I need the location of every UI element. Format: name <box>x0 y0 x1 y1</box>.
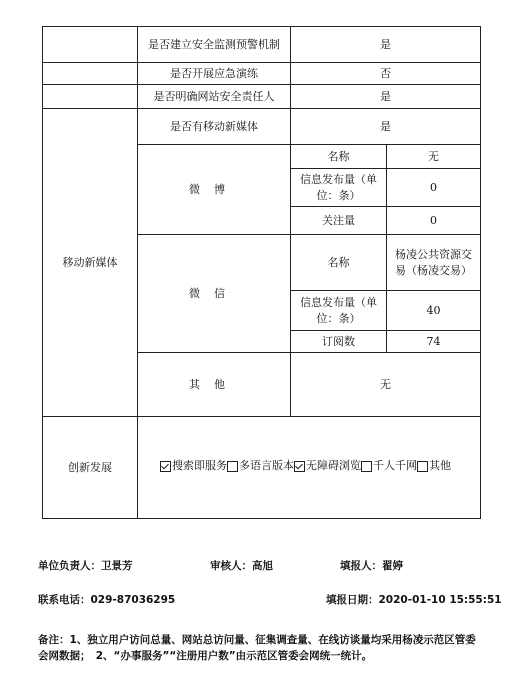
weibo-name-label: 名称 <box>291 145 387 169</box>
weibo-posts-value: 0 <box>387 169 481 207</box>
report-table <box>42 26 481 519</box>
option-label: 无障碍浏览 <box>306 459 361 473</box>
responsible-label: 是否明确网站安全责任人 <box>138 85 291 109</box>
wechat-name-label: 名称 <box>291 235 387 291</box>
reviewer: 审核人：高旭 <box>210 560 273 572</box>
remarks: 备注：1、独立用户访问总量、网站总访问量、征集调查量、在线访谈量均采用杨凌示范区管委会网数据； 2、“办事服务”“注册用户数”由示范区管委会网统一统计。 <box>38 634 476 662</box>
row-responsible <box>43 85 481 109</box>
unit-head: 单位负责人：卫景芳 <box>38 560 133 572</box>
has-media-value: 是 <box>291 109 481 145</box>
option-accessibility[interactable] <box>294 458 361 474</box>
monitoring-value: 是 <box>291 27 481 63</box>
row-monitoring <box>43 27 481 63</box>
option-multilingual[interactable] <box>227 458 294 474</box>
empty-cell <box>43 85 138 109</box>
fill-date: 填报日期：2020-01-10 15:55:51 <box>326 594 502 606</box>
checkbox-empty-icon[interactable] <box>227 461 238 472</box>
option-label: 多语言版本 <box>239 459 294 473</box>
contact-phone: 联系电话：029-87036295 <box>38 594 176 606</box>
drill-value: 否 <box>291 63 481 85</box>
empty-cell <box>43 63 138 85</box>
wechat-label: 微信 <box>138 235 291 353</box>
option-label: 千人千网 <box>373 459 417 473</box>
wechat-posts-value: 40 <box>387 291 481 331</box>
weibo-followers-label: 关注量 <box>291 207 387 235</box>
checkbox-empty-icon[interactable] <box>417 461 428 472</box>
row-innovation <box>43 417 481 519</box>
option-personalized[interactable] <box>361 458 417 474</box>
other-media-label: 其他 <box>138 353 291 417</box>
responsible-value: 是 <box>291 85 481 109</box>
wechat-subs-label: 订阅数 <box>291 331 387 353</box>
drill-label: 是否开展应急演练 <box>138 63 291 85</box>
checkbox-empty-icon[interactable] <box>361 461 372 472</box>
checkbox-checked-icon[interactable] <box>160 461 171 472</box>
wechat-name-value: 杨凌公共资源交易（杨凌交易） <box>387 235 481 291</box>
innovation-label: 创新发展 <box>43 417 138 519</box>
row-drill <box>43 63 481 85</box>
weibo-label: 微博 <box>138 145 291 235</box>
monitoring-label: 是否建立安全监测预警机制 <box>138 27 291 63</box>
option-other[interactable] <box>417 458 451 474</box>
empty-cell <box>43 27 138 63</box>
option-label: 搜索即服务 <box>172 459 227 473</box>
filler: 填报人：翟婷 <box>340 560 403 572</box>
other-media-value: 无 <box>291 353 481 417</box>
has-media-label: 是否有移动新媒体 <box>138 109 291 145</box>
option-search-service[interactable] <box>160 458 227 474</box>
checkbox-checked-icon[interactable] <box>294 461 305 472</box>
weibo-name-value: 无 <box>387 145 481 169</box>
option-label: 其他 <box>429 459 451 473</box>
innovation-options <box>138 417 481 519</box>
weibo-posts-label: 信息发布量（单位：条） <box>291 169 387 207</box>
row-has-media <box>43 109 481 145</box>
wechat-subs-value: 74 <box>387 331 481 353</box>
wechat-posts-label: 信息发布量（单位：条） <box>291 291 387 331</box>
media-section-label: 移动新媒体 <box>43 109 138 417</box>
weibo-followers-value: 0 <box>387 207 481 235</box>
